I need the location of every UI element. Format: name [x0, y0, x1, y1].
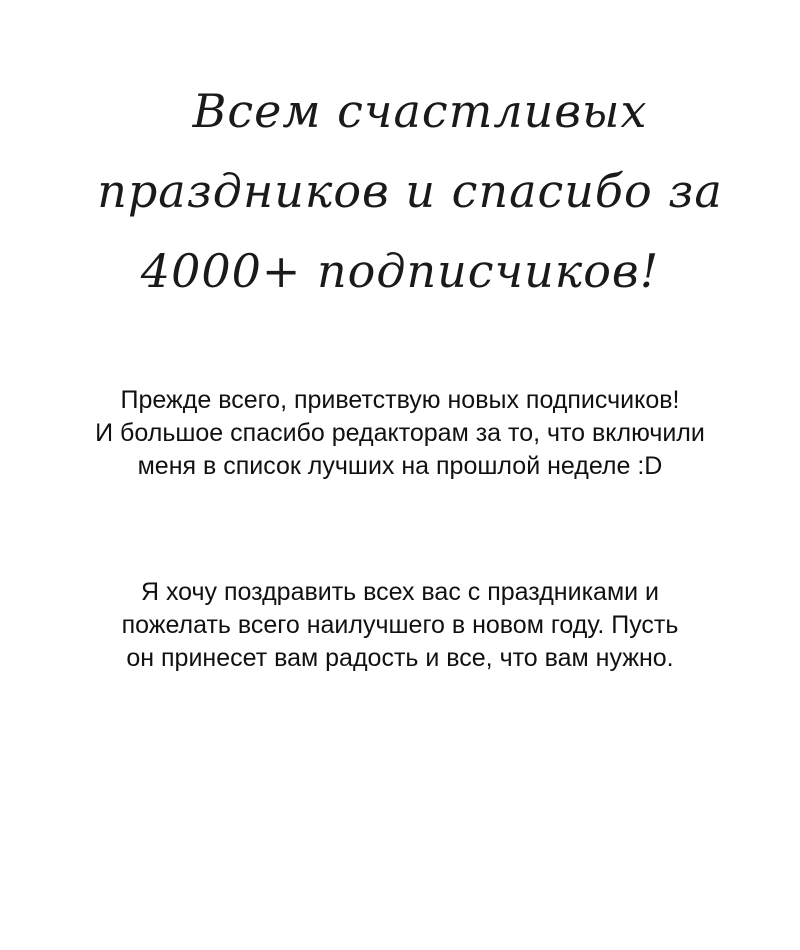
- wishes-line-1: Я хочу поздравить всех вас с праздниками и: [140, 578, 660, 606]
- wishes-line-2: пожелать всего наилучшего в новом году. Пусть: [121, 611, 679, 639]
- handwritten-heading: [0, 71, 800, 311]
- wishes-paragraph: [0, 576, 800, 675]
- greeting-paragraph: [0, 384, 800, 483]
- heading-line-1: Всем счастливых: [192, 83, 648, 138]
- greeting-line-2: И большое спасибо редакторам за то, что включили: [95, 419, 705, 447]
- greeting-line-1: Прежде всего, приветствую новых подписчиков!: [120, 386, 680, 414]
- heading-line-2: праздников и спасибо за: [97, 163, 723, 218]
- heading-line-3: 4000+ подписчиков!: [140, 243, 660, 298]
- greeting-line-3: меня в список лучших на прошлой неделе :D: [137, 452, 663, 480]
- wishes-line-3: он принесет вам радость и все, что вам нужно.: [126, 644, 674, 672]
